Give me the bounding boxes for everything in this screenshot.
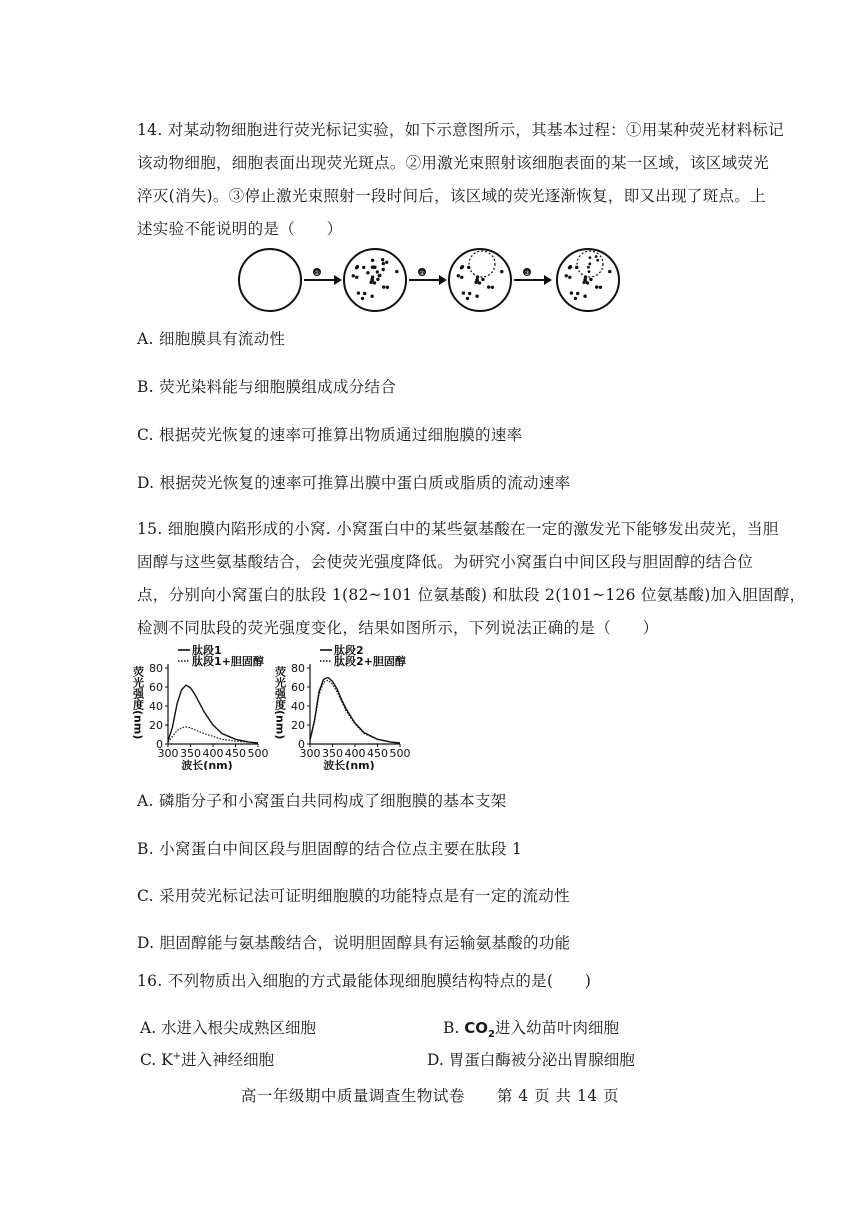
fluorescent-spot bbox=[462, 291, 465, 294]
fluorescent-spot bbox=[378, 274, 381, 277]
chart1-series-1-line bbox=[168, 685, 258, 743]
q14-option-a[interactable]: A. 细胞膜具有流动性 bbox=[137, 330, 286, 348]
q16-option-d[interactable]: D. 胃蛋白酶被分泌出胃腺细胞 bbox=[427, 1051, 635, 1069]
q14-stem-line-4: 述实验不能说明的是（ ） bbox=[137, 220, 343, 238]
fluorescent-spot bbox=[575, 266, 578, 269]
fluorescent-spot bbox=[574, 297, 577, 300]
fluorescent-spot bbox=[361, 297, 364, 300]
chart2-y-axis-title: 荧光强度(nm) bbox=[273, 666, 287, 740]
cell-unlabeled bbox=[239, 249, 301, 311]
q15-option-a[interactable]: A. 磷脂分子和小窝蛋白共同构成了细胞膜的基本支架 bbox=[137, 792, 507, 810]
fluorescent-spot bbox=[478, 281, 481, 284]
chart2-y-tick-label: 80 bbox=[291, 662, 305, 675]
chart2-y-tick-label: 0 bbox=[298, 738, 305, 751]
fluorescent-spot bbox=[457, 274, 460, 277]
fluorescent-spot bbox=[366, 271, 369, 274]
page-footer: 高一年级期中质量调查生物试卷 第 4 页 共 14 页 bbox=[240, 1087, 620, 1105]
fluorescent-spot bbox=[487, 285, 490, 288]
q16-option-c-text: 进入神经细胞 bbox=[181, 1051, 275, 1069]
chart1-x-tick-label: 500 bbox=[247, 747, 269, 760]
step-2-label: ② bbox=[419, 270, 425, 277]
chart1-y-tick-label: 0 bbox=[156, 738, 163, 751]
recovered-spot bbox=[596, 259, 599, 262]
recovered-spot bbox=[589, 256, 592, 259]
fluorescent-dots-recovered bbox=[565, 255, 612, 300]
fluorescent-spot bbox=[500, 270, 503, 273]
fluorescent-spot bbox=[565, 274, 568, 277]
chart2-legend-label-2: 肽段2+胆固醇 bbox=[334, 655, 406, 668]
chart2-x-tick-label: 400 bbox=[344, 747, 366, 760]
step-3-label: ③ bbox=[524, 270, 530, 277]
chart1-legend-label-2: 肽段1+胆固醇 bbox=[192, 655, 264, 668]
fluorescent-dots-quenched bbox=[457, 265, 504, 300]
q16-option-c[interactable] bbox=[140, 1048, 274, 1070]
fluorescent-spot bbox=[576, 292, 579, 295]
co2-subscript: 2 bbox=[488, 1029, 495, 1041]
fluorescent-spot bbox=[491, 286, 494, 289]
fluorescent-spot bbox=[476, 275, 479, 278]
chart2-series-1-line bbox=[310, 678, 400, 744]
k-ion-charge: + bbox=[172, 1050, 182, 1062]
chart2-x-axis-title: 波长(nm) bbox=[323, 759, 375, 770]
chart1-legend-label-1: 肽段1 bbox=[192, 644, 222, 657]
fluorescent-spot bbox=[355, 276, 358, 279]
fluorescent-spot bbox=[382, 285, 385, 288]
q14-stem-line-1: 14. 对某动物细胞进行荧光标记实验，如下示意图所示，其基本过程：①用某种荧光材料标记 bbox=[137, 121, 784, 139]
fluorescent-spot bbox=[382, 268, 385, 271]
q16-option-b[interactable] bbox=[443, 1016, 619, 1040]
chart2-x-tick-label: 450 bbox=[367, 747, 388, 760]
fluorescent-spot bbox=[381, 258, 384, 261]
fluorescent-spot bbox=[461, 265, 464, 268]
chart1-y-tick-label: 80 bbox=[149, 662, 163, 675]
q16-option-c-prefix: C. K bbox=[140, 1051, 173, 1069]
fluorescent-spot bbox=[370, 295, 373, 298]
fluorescent-spot bbox=[584, 275, 587, 278]
chart2-legend-label-1: 肽段2 bbox=[334, 644, 364, 657]
recovered-spot bbox=[588, 270, 591, 273]
q15-stem-line-2: 固醇与这些氨基酸结合，会使荧光强度降低。为研究小窝蛋白中间区段与胆固醇的结合位 bbox=[137, 553, 754, 571]
q14-option-d[interactable]: D. 根据荧光恢复的速率可推算出膜中蛋白质或脂质的流动速率 bbox=[137, 474, 571, 492]
fluorescent-spot bbox=[357, 291, 360, 294]
fluorescent-spot bbox=[475, 295, 478, 298]
fluorescent-spot bbox=[386, 286, 389, 289]
q16-stem: 16. 不列物质出入细胞的方式最能体现细胞膜结构特点的是( ) bbox=[137, 972, 592, 990]
chart2-x-tick-label: 350 bbox=[322, 747, 343, 760]
fluorescent-spot bbox=[352, 274, 355, 277]
arrow-1 bbox=[304, 268, 342, 285]
fluorescent-spot bbox=[569, 265, 572, 268]
fluorescent-spot bbox=[363, 292, 366, 295]
fluorescent-spot bbox=[372, 266, 375, 269]
fluorescent-spot bbox=[608, 270, 611, 273]
recovered-spot bbox=[595, 255, 598, 258]
step-1-label: ① bbox=[314, 270, 320, 277]
fluorescent-spot bbox=[468, 292, 471, 295]
q16-option-b-text: 进入幼苗叶肉细胞 bbox=[494, 1019, 619, 1037]
fluorescent-spot bbox=[568, 276, 571, 279]
recovered-spot bbox=[587, 266, 590, 269]
arrow-2 bbox=[409, 268, 447, 285]
chart2-x-tick-label: 300 bbox=[299, 747, 321, 760]
co2-formula: CO bbox=[464, 1019, 489, 1037]
chart1-x-tick-label: 400 bbox=[202, 747, 224, 760]
cell-labeled bbox=[344, 249, 406, 311]
q16-option-b-prefix: B. bbox=[443, 1019, 465, 1037]
q14-option-b[interactable]: B. 荧光染料能与细胞膜组成成分结合 bbox=[137, 378, 397, 396]
fluorescent-spot bbox=[382, 262, 385, 265]
chart1-x-tick-label: 350 bbox=[180, 747, 201, 760]
fluorescent-spot bbox=[395, 270, 398, 273]
q15-stem-line-4: 检测不同肽段的荧光强度变化，结果如图所示，下列说法正确的是（ ） bbox=[137, 619, 659, 637]
chart2-y-tick-label: 40 bbox=[291, 700, 305, 713]
q15-option-c[interactable]: C. 采用荧光标记法可证明细胞膜的功能特点是有一定的流动性 bbox=[137, 887, 570, 905]
fluorescent-spot bbox=[481, 278, 484, 281]
fluorescent-spot bbox=[466, 297, 469, 300]
fluorescent-spot bbox=[385, 261, 388, 264]
fluorescent-spot bbox=[373, 281, 376, 284]
chart1-x-axis-title: 波长(nm) bbox=[181, 759, 233, 770]
q15-option-b[interactable]: B. 小窝蛋白中间区段与胆固醇的结合位点主要在肽段 1 bbox=[137, 840, 523, 858]
q15-stem-line-1: 15. 细胞膜内陷形成的小窝. 小窝蛋白中的某些氨基酸在一定的激发光下能够发出荧光，当胆 bbox=[137, 520, 779, 538]
fluorescent-spot bbox=[586, 281, 589, 284]
q15-option-d[interactable]: D. 胆固醇能与氨基酸结合，说明胆固醇具有运输氨基酸的功能 bbox=[137, 934, 571, 952]
peptide2-fluorescence-chart bbox=[272, 644, 412, 770]
chart2-x-tick-label: 500 bbox=[389, 747, 411, 760]
chart1-y-tick-label: 20 bbox=[149, 719, 163, 732]
q16-option-a[interactable]: A. 水进入根尖成熟区细胞 bbox=[140, 1019, 317, 1037]
cell-recovered bbox=[557, 249, 619, 311]
fluorescent-spot bbox=[356, 265, 359, 268]
fluorescent-spot bbox=[371, 275, 374, 278]
fluorescent-spot bbox=[570, 291, 573, 294]
recovered-spot bbox=[588, 263, 591, 266]
fluorescent-spot bbox=[376, 278, 379, 281]
q14-stem-line-2: 该动物细胞，细胞表面出现荧光斑点。②用激光束照射该细胞表面的某一区域，该区域荧光 bbox=[137, 154, 770, 172]
chart1-y-axis-title: 荧光强度(nm) bbox=[131, 666, 145, 740]
fluorescent-spot bbox=[376, 270, 379, 273]
arrow-3 bbox=[514, 268, 552, 285]
quenched-region bbox=[469, 251, 495, 277]
chart1-y-tick-label: 40 bbox=[149, 700, 163, 713]
q14-stem-line-3: 淬灭(消失)。③停止激光束照射一段时间后，该区域的荧光逐渐恢复，即又出现了斑点。上 bbox=[137, 187, 766, 205]
peptide1-fluorescence-chart bbox=[130, 644, 270, 770]
fluorescent-spot bbox=[467, 266, 470, 269]
chart2-y-tick-label: 20 bbox=[291, 719, 305, 732]
q14-option-c[interactable]: C. 根据荧光恢复的速率可推算出物质通过细胞膜的速率 bbox=[137, 426, 523, 444]
chart1-x-tick-label: 300 bbox=[157, 747, 179, 760]
chart1-x-tick-label: 450 bbox=[225, 747, 246, 760]
fluorescent-spot bbox=[460, 276, 463, 279]
fluorescent-dots-labeled bbox=[352, 258, 399, 300]
chart2-y-tick-label: 60 bbox=[291, 681, 305, 694]
cell-fluorescence-diagram bbox=[230, 244, 630, 316]
fluorescent-spot bbox=[362, 266, 365, 269]
chart2-series-2-line bbox=[310, 680, 400, 743]
cell-quenched bbox=[449, 249, 511, 311]
fluorescent-spot bbox=[589, 278, 592, 281]
fluorescent-spot bbox=[595, 285, 598, 288]
fluorescent-spot bbox=[599, 286, 602, 289]
chart1-y-tick-label: 60 bbox=[149, 681, 163, 694]
q15-stem-line-3: 点，分别向小窝蛋白的肽段 1(82~101 位氨基酸) 和肽段 2(101~126 位氨基酸)加入胆固醇， bbox=[137, 586, 806, 604]
fluorescent-spot bbox=[583, 295, 586, 298]
fluorescent-spot bbox=[371, 259, 374, 262]
